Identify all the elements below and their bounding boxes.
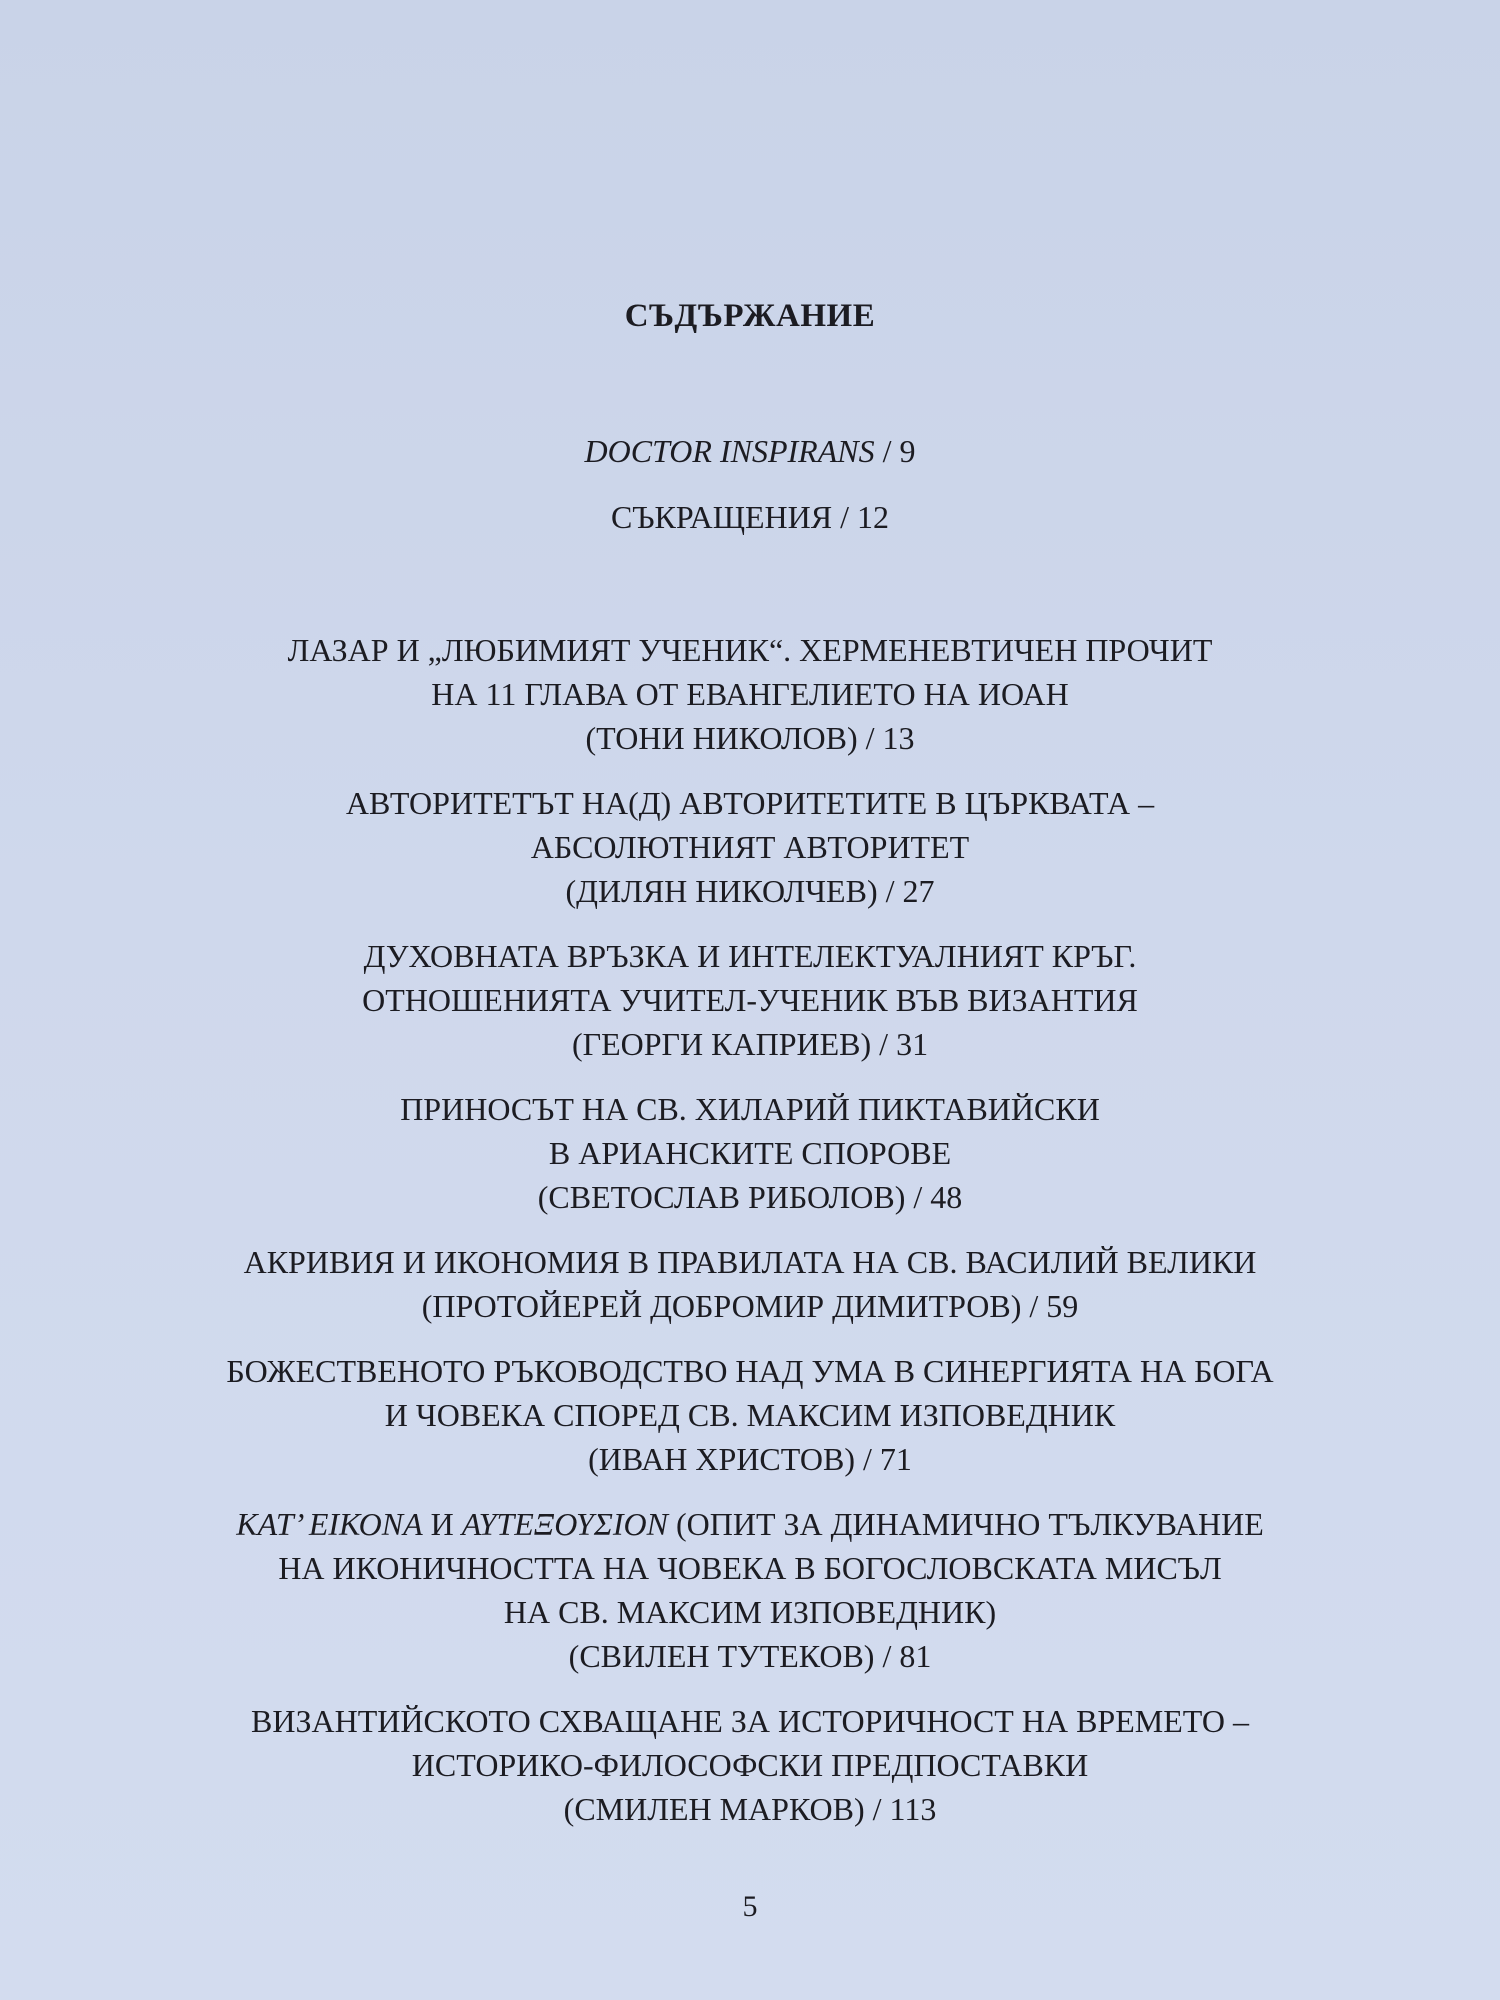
front-entry-title: DOCTOR INSPIRANS xyxy=(584,433,875,469)
toc-heading: СЪДЪРЖАНИЕ xyxy=(624,298,876,334)
entry-title-line: НА ИКОНИЧНОСТТА НА ЧОВЕКА В БОГОСЛОВСКАТА МИСЪЛ xyxy=(278,1550,1222,1586)
entry-title-line: ОТНОШЕНИЯТА УЧИТЕЛ-УЧЕНИК ВЪВ ВИЗАНТИЯ xyxy=(362,982,1138,1018)
greek-title-a: ΚΑΤ’ ΕΙΚΟΝΑ xyxy=(236,1506,423,1542)
entry-title-line: АВТОРИТЕТЪТ НА(Д) АВТОРИТЕТИТЕ В ЦЪРКВАТА – xyxy=(345,785,1155,821)
toc-front-entry-abbreviations xyxy=(0,499,1500,536)
front-entry-page: / 9 xyxy=(874,433,916,469)
toc-entry xyxy=(0,781,1500,913)
entry-author-page: (ПРОТОЙЕРЕЙ ДОБРОМИР ДИМИТРОВ) / 59 xyxy=(421,1288,1079,1324)
front-entry-page: / 12 xyxy=(832,499,889,535)
entry-title-line: БОЖЕСТВЕНОТО РЪКОВОДСТВО НАД УМА В СИНЕРГИЯТА НА БОГА xyxy=(226,1353,1274,1389)
toc-entry xyxy=(0,1502,1500,1678)
toc-entry xyxy=(0,1699,1500,1831)
toc-front-entry-doctor-inspirans xyxy=(0,433,1500,470)
entry-title-line: В АРИАНСКИТЕ СПОРОВЕ xyxy=(548,1135,952,1171)
greek-title-b: ΑΥΤΕΞΟΥΣΙΟΝ xyxy=(461,1506,668,1542)
entry-author-page: (ГЕОРГИ КАПРИЕВ) / 31 xyxy=(571,1026,929,1062)
entry-title-line: АКРИВИЯ И ИКОНОМИЯ В ПРАВИЛАТА НА СВ. ВАСИЛИЙ ВЕЛИКИ xyxy=(243,1244,1257,1280)
entry-title-line: АБСОЛЮТНИЯТ АВТОРИТЕТ xyxy=(530,829,970,865)
entry-title-line: НА СВ. МАКСИМ ИЗПОВЕДНИК) xyxy=(503,1594,997,1630)
front-entry-title: СЪКРАЩЕНИЯ xyxy=(611,499,833,535)
toc-entry xyxy=(0,1349,1500,1481)
entry-author-page: (СВЕТОСЛАВ РИБОЛОВ) / 48 xyxy=(537,1179,963,1215)
toc-entries xyxy=(0,628,1500,1852)
entry-title-line: ДУХОВНАТА ВРЪЗКА И ИНТЕЛЕКТУАЛНИЯТ КРЪГ. xyxy=(363,938,1137,974)
toc-entry xyxy=(0,1240,1500,1328)
entry-title-line: И ЧОВЕКА СПОРЕД СВ. МАКСИМ ИЗПОВЕДНИК xyxy=(384,1397,1116,1433)
toc-entry xyxy=(0,934,1500,1066)
page-number: 5 xyxy=(742,1890,758,1923)
entry-title-line-mixed xyxy=(0,1502,1500,1546)
title-rest: (ОПИТ ЗА ДИНАМИЧНО ТЪЛКУВАНИЕ xyxy=(667,1506,1264,1542)
entry-author-page: (ИВАН ХРИСТОВ) / 71 xyxy=(588,1441,912,1477)
entry-title-line: НА 11 ГЛАВА ОТ ЕВАНГЕЛИЕТО НА ИОАН xyxy=(431,676,1069,712)
entry-author-page: (СМИЛЕН МАРКОВ) / 113 xyxy=(563,1791,937,1827)
entry-title-line: ИСТОРИКО-ФИЛОСОФСКИ ПРЕДПОСТАВКИ xyxy=(411,1747,1089,1783)
toc-entry xyxy=(0,628,1500,760)
conjunction: И xyxy=(422,1506,462,1542)
entry-author-page: (ДИЛЯН НИКОЛЧЕВ) / 27 xyxy=(565,873,935,909)
entry-title-line: ВИЗАНТИЙСКОТО СХВАЩАНЕ ЗА ИСТОРИЧНОСТ НА ВРЕМЕТО – xyxy=(251,1703,1249,1739)
entry-title-line: ЛАЗАР И „ЛЮБИМИЯТ УЧЕНИК“. ХЕРМЕНЕВТИЧЕН ПРОЧИТ xyxy=(287,632,1213,668)
toc-entry xyxy=(0,1087,1500,1219)
entry-author-page: (СВИЛЕН ТУТЕКОВ) / 81 xyxy=(568,1638,932,1674)
entry-author-page: (ТОНИ НИКОЛОВ) / 13 xyxy=(585,720,915,756)
entry-title-line: ПРИНОСЪТ НА СВ. ХИЛАРИЙ ПИКТАВИЙСКИ xyxy=(400,1091,1100,1127)
